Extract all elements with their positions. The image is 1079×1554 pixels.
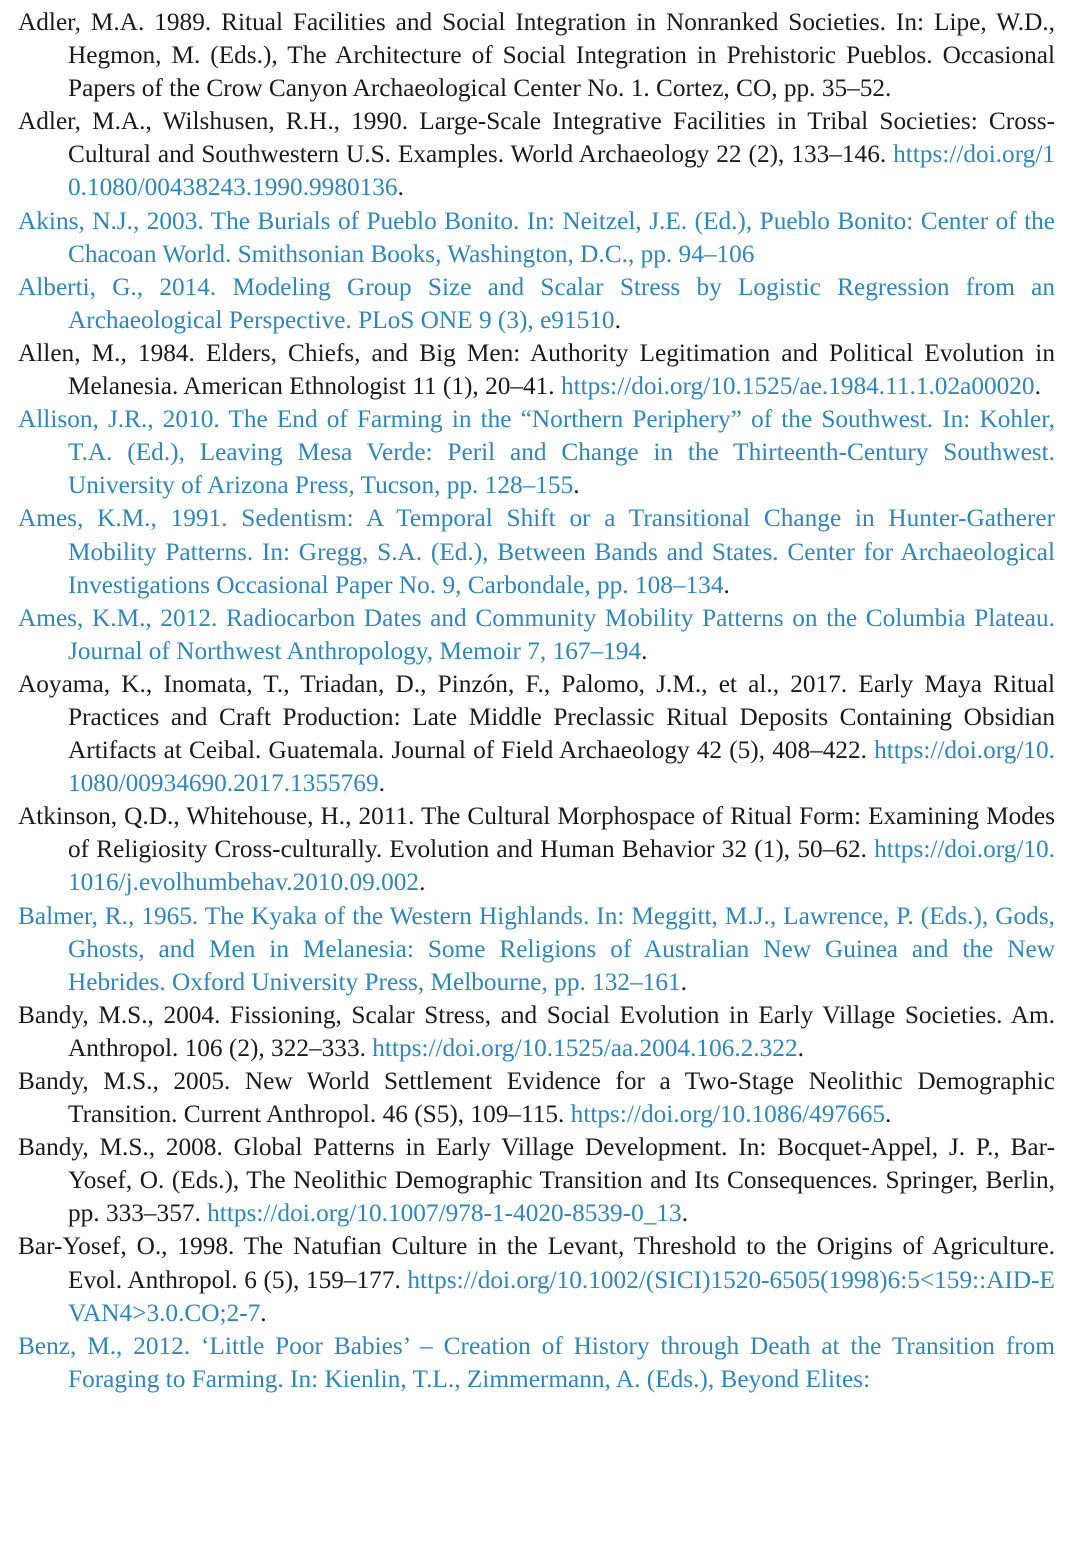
reference-text: Bandy, M.S., 2004. Fissioning, Scalar Stress, and Social Evolution in Early Village Societies. Am. Anthropol. 106 (2), 322–333.: [18, 1000, 1055, 1062]
reference-item: [18, 6, 1055, 105]
reference-text[interactable]: Balmer, R., 1965. The Kyaka of the Western Highlands. In: Meggitt, M.J., Lawrence, P. (Eds.), Gods, Ghosts, and Men in Melanesia: Some Religions of Australian New Guinea and the New Hebrides. Oxford University Press, Melbourne, pp. 132–161: [18, 901, 1055, 996]
doi-link[interactable]: https://doi.org/10.1016/j.evolhumbehav.2010.09.002: [68, 835, 1055, 897]
reference-item[interactable]: [18, 403, 1055, 502]
doi-link[interactable]: https://doi.org/10.1080/00438243.1990.9980136: [68, 140, 1055, 202]
reference-text: Adler, M.A. 1989. Ritual Facilities and Social Integration in Nonranked Societies. In: Lipe, W.D., Hegmon, M. (Eds.), The Architecture of Social Integration in Prehistoric Pueblos. Occasional Papers of the Crow Canyon Archaeological Center No. 1. Cortez, CO, pp. 35–52.: [18, 8, 1055, 103]
reference-end: .: [419, 868, 426, 897]
reference-end: .: [885, 1100, 892, 1129]
reference-end: .: [1034, 372, 1041, 401]
reference-item: [18, 999, 1055, 1065]
reference-text: Adler, M.A., Wilshusen, R.H., 1990. Large-Scale Integrative Facilities in Tribal Societies: Cross-Cultural and Southwestern U.S. Examples. World Archaeology 22 (2), 133–146.: [18, 107, 1055, 169]
reference-text: Atkinson, Q.D., Whitehouse, H., 2011. The Cultural Morphospace of Ritual Form: Examining Modes of Religiosity Cross-culturally. Evolution and Human Behavior 32 (1), 50–62.: [18, 802, 1055, 864]
reference-end: .: [797, 1033, 804, 1062]
reference-text: Allen, M., 1984. Elders, Chiefs, and Big Men: Authority Legitimation and Political Evolution in Melanesia. American Ethnologist 11 (1), 20–41.: [18, 338, 1055, 401]
reference-text: Bar-Yosef, O., 1998. The Natufian Culture in the Levant, Threshold to the Origins of Agriculture. Evol. Anthropol. 6 (5), 159–177.: [18, 1232, 1055, 1294]
reference-text[interactable]: Alberti, G., 2014. Modeling Group Size and Scalar Stress by Logistic Regression from an Archaeological Perspective. PLoS ONE 9 (3), e91510: [18, 272, 1055, 334]
reference-item: [18, 105, 1055, 204]
reference-end: .: [378, 769, 385, 798]
reference-end: .: [614, 305, 621, 334]
reference-end: .: [260, 1298, 267, 1327]
reference-text: Bandy, M.S., 2005. New World Settlement Evidence for a Two-Stage Neolithic Demographic Transition. Current Anthropol. 46 (S5), 109–115.: [18, 1067, 1055, 1129]
reference-end: .: [680, 967, 687, 996]
doi-link[interactable]: https://doi.org/10.1086/497665: [570, 1100, 886, 1129]
reference-item: [18, 800, 1055, 899]
reference-end: .: [681, 1199, 689, 1228]
reference-item[interactable]: [18, 271, 1055, 337]
reference-text[interactable]: Benz, M., 2012. ‘Little Poor Babies’ – Creation of History through Death at the Transition from Foraging to Farming. In: Kienlin, T.L., Zimmermann, A. (Eds.), Beyond Elites:: [18, 1331, 1055, 1393]
doi-link[interactable]: https://doi.org/10.1525/aa.2004.106.2.322: [372, 1033, 798, 1062]
reference-item[interactable]: [18, 502, 1055, 601]
reference-item[interactable]: [18, 1330, 1055, 1396]
reference-item: [18, 1230, 1055, 1329]
reference-text[interactable]: Allison, J.R., 2010. The End of Farming in the “Northern Periphery” of the Southwest. In: Kohler, T.A. (Ed.), Leaving Mesa Verde: Peril and Change in the Thirteenth-Century Southwest. University of Arizona Press, Tucson, pp. 128–155: [18, 405, 1055, 500]
reference-end: .: [723, 570, 730, 599]
reference-end: .: [641, 636, 648, 665]
reference-item: [18, 337, 1055, 403]
reference-text[interactable]: Ames, K.M., 1991. Sedentism: A Temporal Shift or a Transitional Change in Hunter-Gatherer Mobility Patterns. In: Gregg, S.A. (Ed.), Between Bands and States. Center for Archaeological Investigations Occasional Paper No. 9, Carbondale, pp. 108–134: [18, 504, 1055, 599]
reference-text: Aoyama, K., Inomata, T., Triadan, D., Pinzón, F., Palomo, J.M., et al., 2017. Early Maya Ritual Practices and Craft Production: Late Middle Preclassic Ritual Deposits Containing Obsidian Artifacts at Ceibal. Guatemala. Journal of Field Archaeology 42 (5), 408–422.: [18, 669, 1055, 765]
reference-item[interactable]: [18, 900, 1055, 999]
doi-link[interactable]: https://doi.org/10.1007/978-1-4020-8539-0_13: [207, 1199, 682, 1228]
reference-item[interactable]: [18, 602, 1055, 668]
reference-item: [18, 1065, 1055, 1131]
doi-link[interactable]: https://doi.org/10.1080/00934690.2017.1355769: [68, 736, 1055, 798]
reference-item[interactable]: [18, 205, 1055, 271]
reference-list: [18, 6, 1055, 1396]
reference-item: [18, 1131, 1055, 1230]
doi-link[interactable]: https://doi.org/10.1002/(SICI)1520-6505(1998)6:5<159::AID-EVAN4>3.0.CO;2-7: [68, 1265, 1055, 1327]
reference-end: .: [397, 173, 404, 202]
reference-end: .: [573, 471, 580, 500]
reference-text[interactable]: Akins, N.J., 2003. The Burials of Pueblo Bonito. In: Neitzel, J.E. (Ed.), Pueblo Bonito: Center of the Chacoan World. Smithsonian Books, Washington, D.C., pp. 94–106: [18, 206, 1055, 268]
doi-link[interactable]: https://doi.org/10.1525/ae.1984.11.1.02a00020: [560, 372, 1035, 401]
reference-item: [18, 668, 1055, 800]
reference-text: Bandy, M.S., 2008. Global Patterns in Early Village Development. In: Bocquet-Appel, J. P., Bar-Yosef, O. (Eds.), The Neolithic Demographic Transition and Its Consequences. Springer, Berlin, pp. 333–357.: [18, 1133, 1055, 1228]
reference-text[interactable]: Ames, K.M., 2012. Radiocarbon Dates and Community Mobility Patterns on the Columbia Plateau. Journal of Northwest Anthropology, Memoir 7, 167–194: [18, 603, 1055, 665]
